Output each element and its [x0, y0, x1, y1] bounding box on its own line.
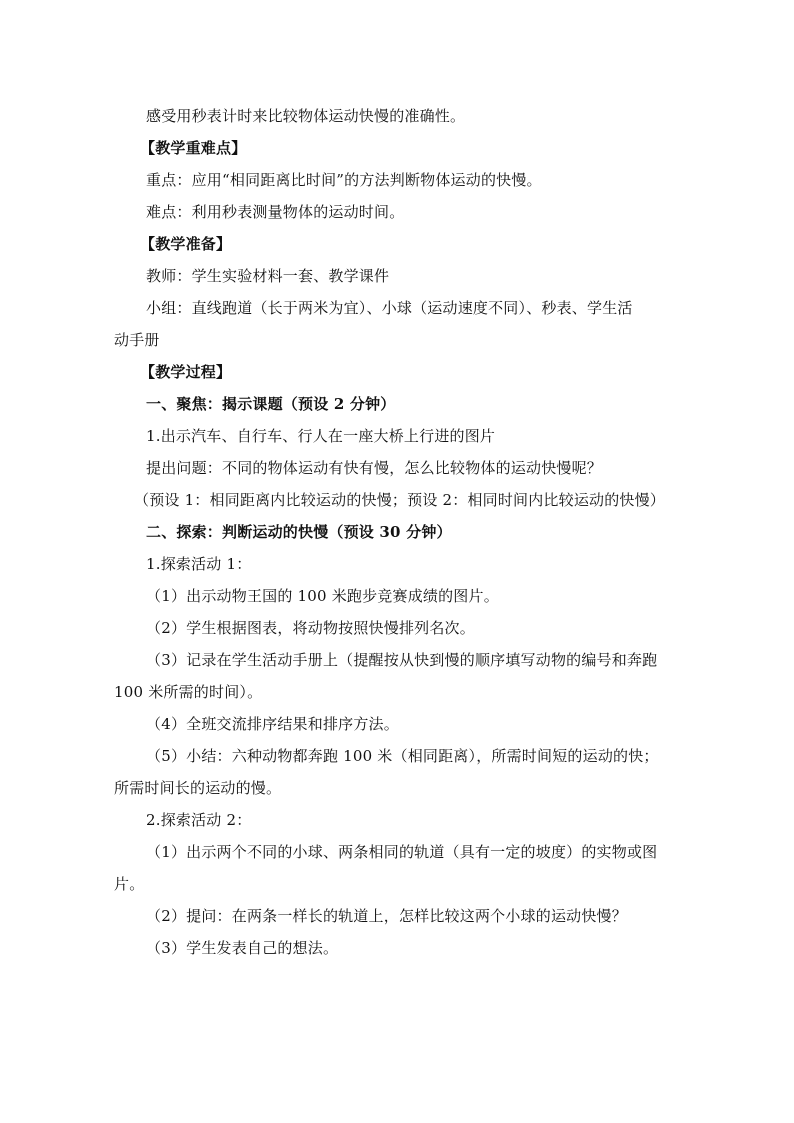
text-line-a1-3-cont: 100 米所需的时间）。 — [114, 683, 263, 701]
text-line-a2-3: （3）学生发表自己的想法。 — [146, 939, 339, 957]
text-line-group: 小组：直线跑道（长于两米为宜）、小球（运动速度不同）、秒表、学生活 — [146, 299, 633, 317]
text-line-a1-5: （5）小结：六种动物都奔跑 100 米（相同距离），所需时间短的运动的快； — [146, 747, 659, 765]
text-line-key-point: 重点：应用“相同距离比时间”的方法判断物体运动的快慢。 — [146, 171, 542, 189]
text-line-intro: 感受用秒表计时来比较物体运动快慢的准确性。 — [146, 107, 466, 125]
text-line-activity-2: 2.探索活动 2： — [146, 811, 252, 829]
section-heading-preparation: 【教学准备】 — [140, 235, 232, 253]
text-line-a1-4: （4）全班交流排序结果和排序方法。 — [146, 715, 399, 733]
text-line-a1-2: （2）学生根据图表，将动物按照快慢排列名次。 — [146, 619, 475, 637]
section-heading-process: 【教学过程】 — [140, 363, 232, 381]
text-line-a2-1: （1）出示两个不同的小球、两条相同的轨道（具有一定的坡度）的实物或图 — [146, 843, 658, 861]
text-line-group-cont: 动手册 — [114, 331, 160, 349]
text-line-a1-3: （3）记录在学生活动手册上（提醒按从快到慢的顺序填写动物的编号和奔跑 — [146, 651, 658, 669]
text-line-question: 提出问题：不同的物体运动有快有慢，怎么比较物体的运动快慢呢？ — [146, 459, 603, 477]
subheading-focus: 一、聚焦：揭示课题（预设 2 分钟） — [146, 395, 396, 413]
section-heading-key-points: 【教学重难点】 — [140, 139, 247, 157]
text-line-a2-2: （2）提问：在两条一样长的轨道上，怎样比较这两个小球的运动快慢？ — [146, 907, 627, 925]
text-line-a1-5-cont: 所需时间长的运动的慢。 — [114, 779, 282, 797]
text-line-activity-1: 1.探索活动 1： — [146, 555, 252, 573]
text-line-presets: （预设 1：相同距离内比较运动的快慢；预设 2：相同时间内比较运动的快慢） — [134, 491, 666, 509]
subheading-explore: 二、探索：判断运动的快慢（预设 30 分钟） — [146, 523, 452, 541]
text-line-difficulty: 难点：利用秒表测量物体的运动时间。 — [146, 203, 405, 221]
text-line-teacher: 教师：学生实验材料一套、教学课件 — [146, 267, 390, 285]
text-line-a2-1-cont: 片。 — [114, 875, 145, 893]
text-line-a1-1: （1）出示动物王国的 100 米跑步竞赛成绩的图片。 — [146, 587, 499, 605]
text-line-step-1: 1.出示汽车、自行车、行人在一座大桥上行进的图片 — [146, 427, 496, 445]
